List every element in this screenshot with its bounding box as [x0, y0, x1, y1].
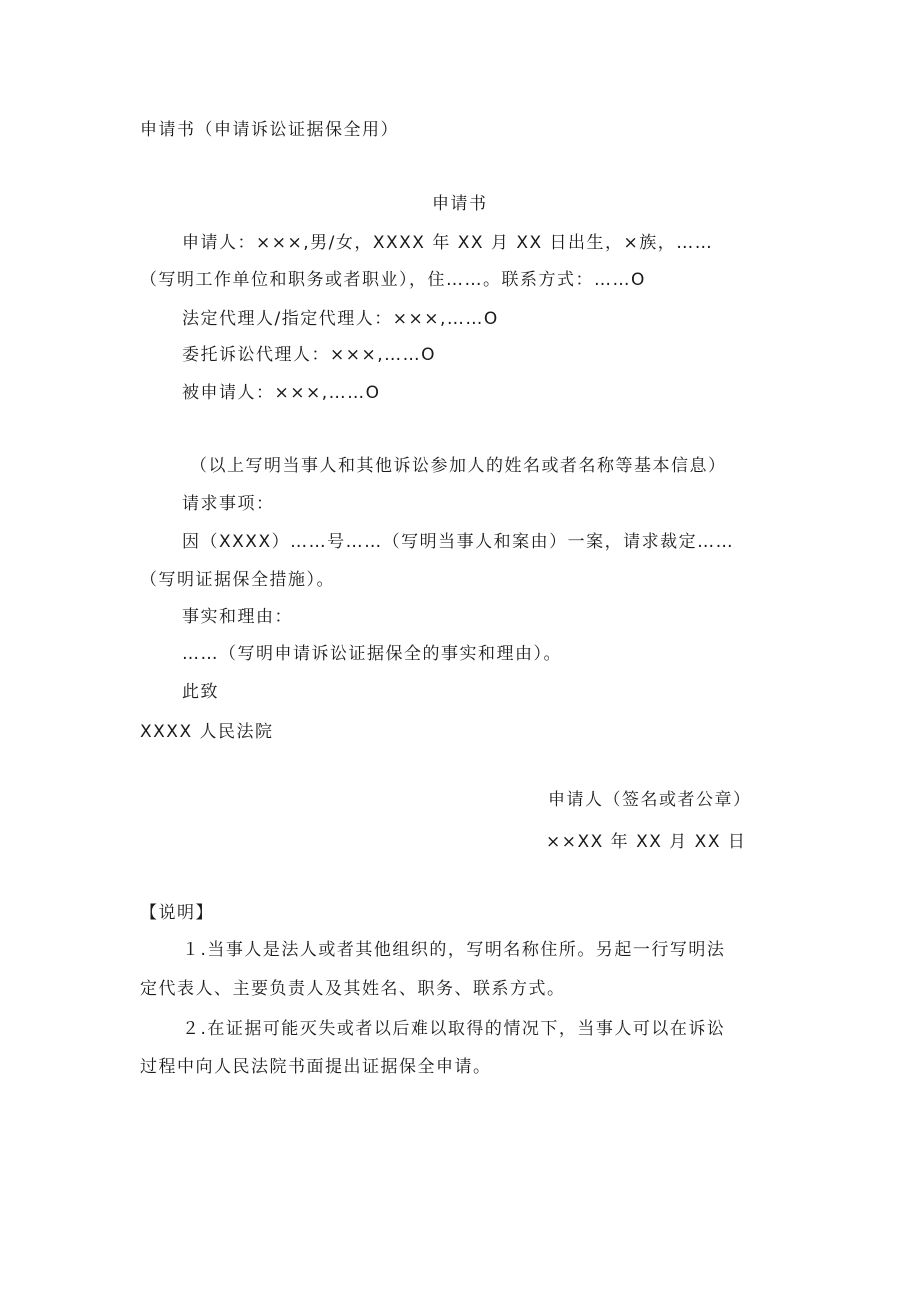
- legal-representative-line: 法定代理人/指定代理人：×××,……O: [182, 309, 499, 329]
- applicant-line-1: 申请人：×××,男/女，XXXX 年 XX 月 XX 日出生，×族，……: [182, 233, 714, 253]
- request-line-1: 因（XXXX）……号……（写明当事人和案由）一案，请求裁定……: [182, 532, 735, 552]
- document-title: 申请书: [432, 194, 488, 214]
- date-line: ××XX 年 XX 月 XX 日: [546, 832, 747, 852]
- explanation-1-line-1: １.当事人是法人或者其他组织的，写明名称住所。另起一行写明法: [182, 940, 726, 960]
- facts-line: ……（写明申请诉讼证据保全的事实和理由）。: [182, 644, 562, 664]
- request-line-2: （写明证据保全措施）。: [140, 570, 335, 590]
- applicant-line-2: （写明工作单位和职务或者职业），住……。联系方式：……O: [140, 270, 646, 290]
- signature-line: 申请人（签名或者公章）: [548, 790, 752, 810]
- agent-line: 委托诉讼代理人：×××,……O: [182, 345, 437, 365]
- parties-note: （以上写明当事人和其他诉讼参加人的姓名或者名称等基本信息）: [190, 456, 727, 476]
- explanation-2-line-2: 过程中向人民法院书面提出证据保全申请。: [140, 1057, 492, 1077]
- explanation-2-line-1: ２.在证据可能灭失或者以后难以取得的情况下，当事人可以在诉讼: [182, 1019, 726, 1039]
- facts-heading: 事实和理由：: [182, 607, 293, 627]
- salutation: 此致: [182, 682, 219, 702]
- request-heading: 请求事项：: [182, 494, 275, 514]
- explanation-heading: 【说明】: [140, 903, 214, 923]
- explanation-1-line-2: 定代表人、主要负责人及其姓名、职务、联系方式。: [140, 979, 566, 999]
- court-name: XXXX 人民法院: [140, 722, 274, 742]
- document-header: 申请书（申请诉讼证据保全用）: [140, 120, 399, 140]
- respondent-line: 被申请人：×××,……O: [182, 383, 381, 403]
